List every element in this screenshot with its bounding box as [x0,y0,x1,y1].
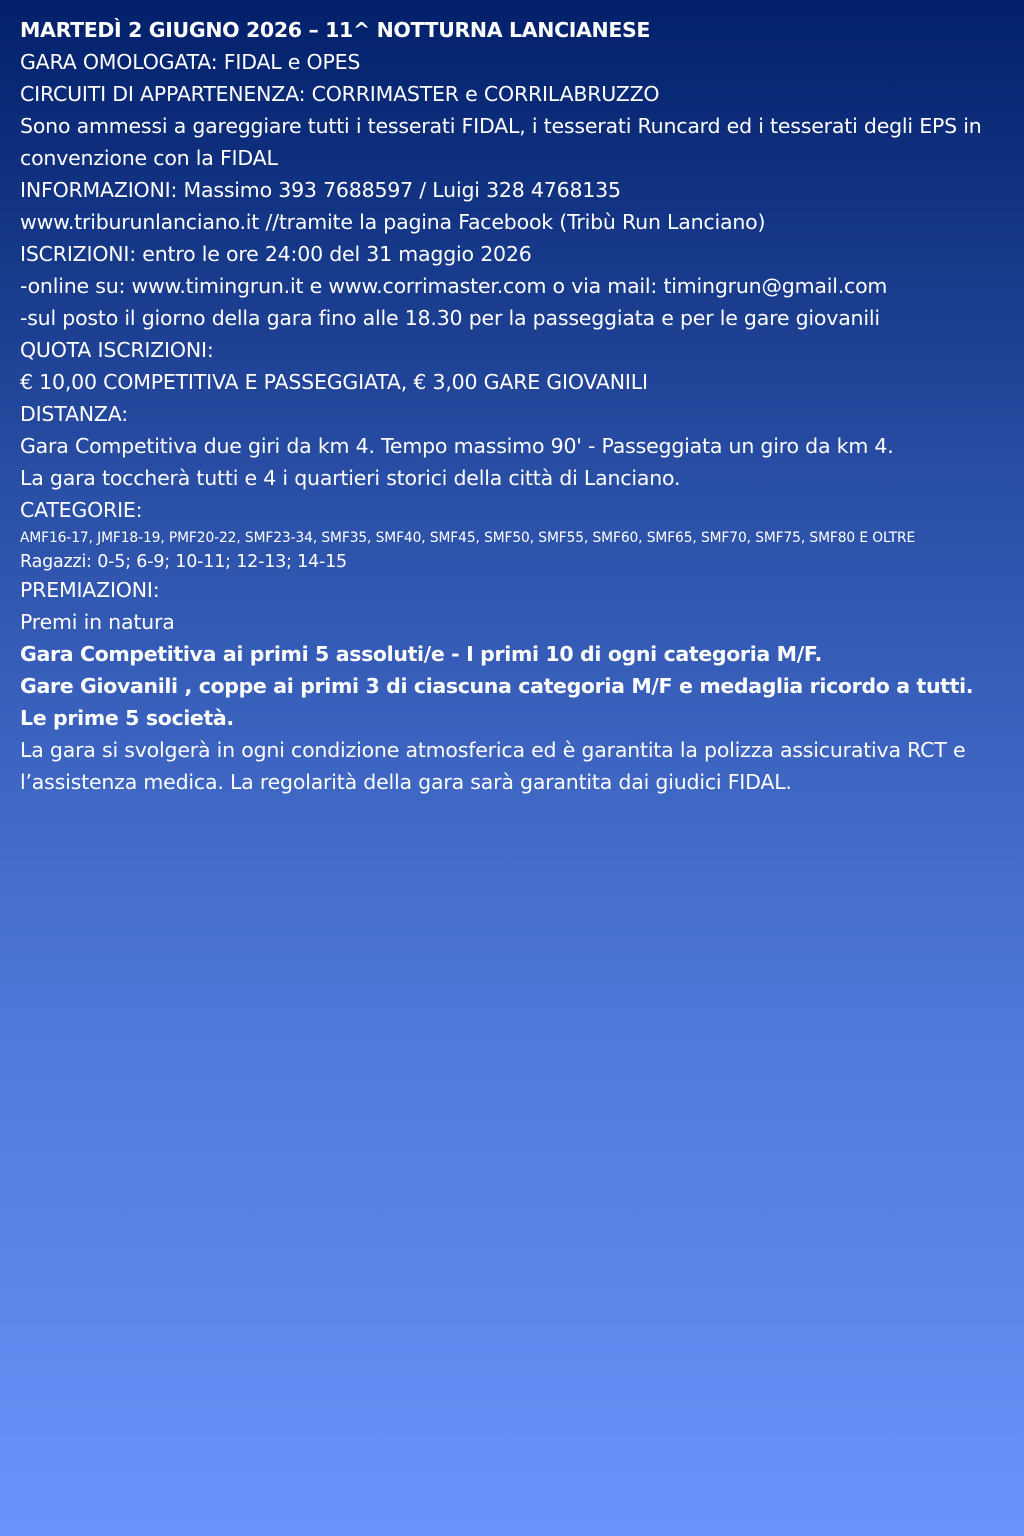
onsite-registration: -sul posto il giorno della gara fino alle 18.30 per la passeggiata e per le gare giovanili [20,306,880,330]
fee-details: € 10,00 COMPETITIVA E PASSEGGIATA, € 3,00 GARE GIOVANILI [20,370,648,394]
approval-line: GARA OMOLOGATA: FIDAL e OPES [20,50,361,74]
distance-details: Gara Competitiva due giri da km 4. Tempo massimo 90' - Passeggiata un giro da km 4. [20,434,894,458]
competitive-awards: Gara Competitiva ai primi 5 assoluti/e - I primi 10 di ogni categoria M/F. [20,642,822,666]
fee-heading: QUOTA ISCRIZIONI: [20,338,214,362]
event-title: MARTEDÌ 2 GIUGNO 2026 – 11^ NOTTURNA LANCIANESE [20,18,651,42]
registration-deadline: ISCRIZIONI: entro le ore 24:00 del 31 maggio 2026 [20,242,532,266]
contact-info: INFORMAZIONI: Massimo 393 7688597 / Luigi 328 4768135 [20,178,621,202]
route-description: La gara toccherà tutti e 4 i quartieri storici della città di Lanciano. [20,466,681,490]
conditions-paragraph: La gara si svolgerà in ogni condizione atmosferica ed è garantita la polizza assicurativa RCT e l’assistenza medica. La regolarità della gara sarà garantita dai giudici FIDAL. [20,738,966,794]
online-registration: -online su: www.timingrun.it e www.corrimaster.com o via mail: timingrun@gmail.com [20,274,888,298]
club-awards: Le prime 5 società. [20,706,234,730]
prizes-in-kind: Premi in natura [20,610,175,634]
website-line: www.triburunlanciano.it //tramite la pagina Facebook (Tribù Run Lanciano) [20,210,766,234]
awards-heading: PREMIAZIONI: [20,578,160,602]
distance-heading: DISTANZA: [20,402,128,426]
categories-heading: CATEGORIE: [20,498,143,522]
youth-categories: Ragazzi: 0-5; 6-9; 10-11; 12-13; 14-15 [20,552,347,572]
circuits-line: CIRCUITI DI APPARTENENZA: CORRIMASTER e CORRILABRUZZO [20,82,660,106]
categories-list: AMF16-17, JMF18-19, PMF20-22, SMF23-34, SMF35, SMF40, SMF45, SMF50, SMF55, SMF60, SMF65, SMF70, SMF75, SMF80 E OLTRE [20,530,916,546]
race-flyer-text [20,14,1010,798]
youth-awards: Gare Giovanili , coppe ai primi 3 di ciascuna categoria M/F e medaglia ricordo a tutti. [20,674,974,698]
eligibility-paragraph: Sono ammessi a gareggiare tutti i tesserati FIDAL, i tesserati Runcard ed i tesserati degli EPS in convenzione con la FIDAL [20,114,982,170]
